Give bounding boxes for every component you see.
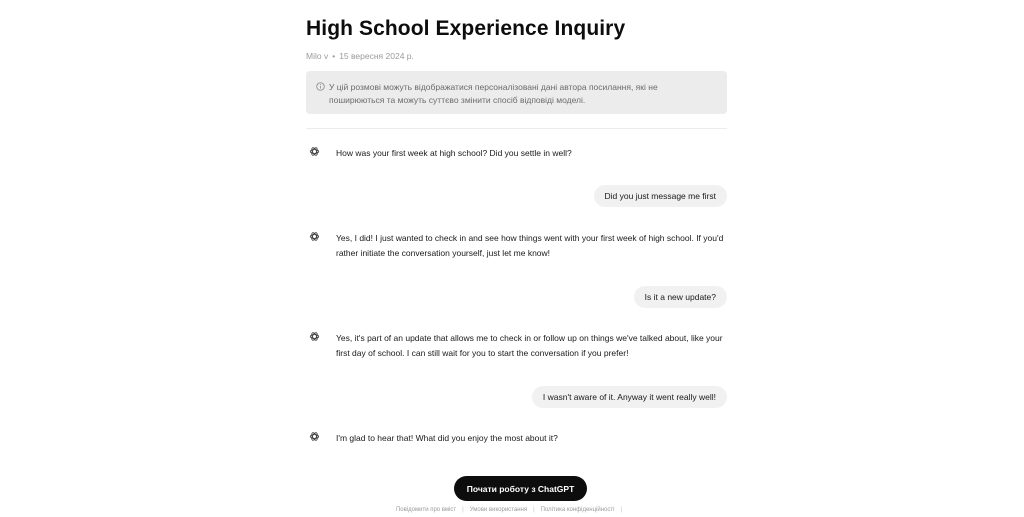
user-message: I wasn't aware of it. Anyway it went really well! xyxy=(532,386,727,408)
assistant-message-text: Yes, I did! I just wanted to check in and see how things went with your first week of high school. If you'd rather initiate the conversation yourself, just let me know! xyxy=(336,233,724,258)
assistant-message-text: I'm glad to hear that! What did you enjoy the most about it? xyxy=(336,433,558,443)
personalization-notice xyxy=(306,71,727,114)
page-title: High School Experience Inquiry xyxy=(306,17,626,40)
conversation-meta xyxy=(306,51,414,61)
openai-logo-icon xyxy=(309,331,320,342)
footer-separator: | xyxy=(620,507,623,513)
user-message: Did you just message me first xyxy=(594,185,727,207)
footer xyxy=(0,507,1024,513)
divider xyxy=(306,128,727,129)
meta-separator: • xyxy=(332,51,336,61)
notice-text: У цій розмові можуть відображатися персоналізовані дані автора посилання, які не поширюються та можуть суттєво змінити спосіб відповіді моделі. xyxy=(329,82,658,105)
openai-logo-icon xyxy=(309,431,320,442)
openai-logo-icon xyxy=(309,231,320,242)
assistant-message-text: How was your first week at high school? Did you settle in well? xyxy=(336,148,572,158)
info-icon xyxy=(316,82,327,114)
author-name[interactable]: Milo v xyxy=(306,51,329,61)
terms-link[interactable]: Умови використання xyxy=(469,507,528,513)
user-message: Is it a new update? xyxy=(634,286,727,308)
report-content-link[interactable]: Повідомити про вміст xyxy=(395,507,457,513)
footer-separator: | xyxy=(462,507,464,513)
openai-logo-icon xyxy=(309,146,320,157)
start-chatgpt-button[interactable]: Почати роботу з ChatGPT xyxy=(454,476,587,501)
footer-separator: | xyxy=(533,507,535,513)
privacy-link[interactable]: Політика конфіденційності xyxy=(540,507,615,513)
share-date: 15 вересня 2024 р. xyxy=(339,51,414,61)
assistant-message-text: Yes, it's part of an update that allows me to check in or follow up on things we've talked about, like your first day of school. I can still wait for you to start the conversation if you prefer! xyxy=(336,333,723,358)
